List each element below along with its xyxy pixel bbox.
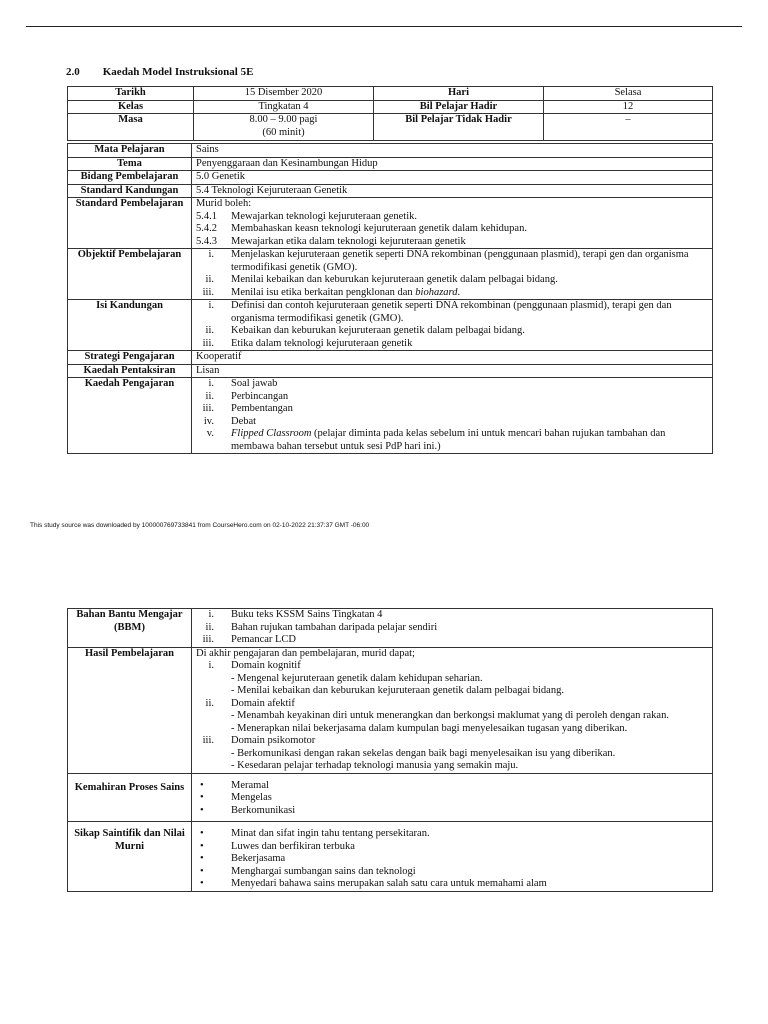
download-footer: This study source was downloaded by 100000769733841 from CourseHero.com on 02-10-2022 21:37:37 GMT -06:00 [30,522,370,529]
list-item: i. Definisi dan contoh kejuruteraan genetik seperti DNA rekombinan (penggunaan plasmid), terapi gen dan organisma termodifikasi genetik (GMO). [208,300,672,324]
pentaksiran-label: Kaedah Pentaksiran [68,364,192,378]
list-item: iii. Pembentangan [202,403,293,414]
standard-kandungan-label: Standard Kandungan [68,184,192,198]
tidak-hadir-label: Bil Pelajar Tidak Hadir [374,114,544,141]
list-item: • Bekerjasama [196,853,708,866]
list-item: - Menerapkan nilai bekerjasama dalam kumpulan bagi menyelesaikan tugasan yang diberikan. [231,722,628,734]
list-item: • Luwes dan berfikiran terbuka [196,841,708,854]
lesson-plan-table [67,143,713,454]
list-item: - Menambah keyakinan diri untuk menerangkan dan berkongsi maklumat yang di peroleh dengan rakan. [231,710,669,721]
list-item: i. Menjelaskan kejuruteraan genetik seperti DNA rekombinan (penggunaan plasmid), terapi gen dan organisma termodifikasi genetik (GMO). [208,249,689,273]
list-item: - Menilai kebaikan dan keburukan kejuruteraan genetik dalam pelbagai bidang. [231,685,564,696]
kelas-label: Kelas [68,100,194,114]
list-item: iv. Debat [203,415,257,427]
lesson-plan-table-page2 [67,608,713,892]
tidak-hadir-value: – [544,114,713,141]
list-item: - Berkomunikasi dengan rakan sekelas dengan baik bagi menyelesaikan isu yang diberikan. [231,747,616,759]
list-item: ii. Menilai kebaikan dan keburukan kejuruteraan genetik dalam pelbagai bidang. [205,274,558,285]
list-item: 5.4.2 Membahaskan keasn teknologi kejuruteraan genetik dalam kehidupan. [196,223,527,234]
hari-label: Hari [374,87,544,101]
hadir-label: Bil Pelajar Hadir [374,100,544,114]
list-item: ii. Bahan rujukan tambahan daripada pelajar sendiri [205,621,438,633]
list-item: • Minat dan sifat ingin tahu tentang persekitaran. [196,828,708,841]
list-item: • Mengelas [196,792,708,805]
pentaksiran-value: Lisan [192,364,713,378]
row-bidang [68,171,713,185]
mata-pelajaran-value: Sains [192,144,713,158]
row-sikap [68,822,713,892]
strategi-value: Kooperatif [192,351,713,365]
section-number: 2.0 [66,66,80,78]
list-item: ii. Perbincangan [205,390,289,402]
bidang-value: 5.0 Genetik [192,171,713,185]
tarikh-value: 15 Disember 2020 [194,87,374,101]
list-item: iii. Etika dalam teknologi kejuruteraan genetik [202,337,413,349]
mata-pelajaran-label: Mata Pelajaran [68,144,192,158]
list-item: - Kesedaran pelajar terhadap teknologi manusia yang semakin maju. [231,760,519,771]
standard-kandungan-value: 5.4 Teknologi Kejuruteraan Genetik [192,184,713,198]
hadir-value: 12 [544,100,713,114]
list-item: 5.4.3 Mewajarkan etika dalam teknologi kejuruteraan genetik [196,235,466,247]
list-item: • Menghargai sumbangan sains dan teknologi [196,866,708,879]
isi-label: Isi Kandungan [68,300,192,351]
standard-pembelajaran-label: Standard Pembelajaran [68,198,192,249]
row-hasil [68,647,713,773]
row-mata-pelajaran [68,144,713,158]
list-item: i. Buku teks KSSM Sains Tingkatan 4 [208,609,383,620]
list-item: i. Domain kognitif [208,660,301,671]
standard-pembelajaran-intro: Murid boleh: [196,198,252,209]
row-standard-pembelajaran [68,198,713,249]
row-isi [68,300,713,351]
row-tema [68,157,713,171]
list-item: ii. Domain afektif [205,697,295,709]
masa-time: 8.00 – 9.00 pagi [249,114,318,125]
list-item: iii. Pemancar LCD [202,634,297,645]
header-table [67,86,713,141]
list-item: ii. Kebaikan dan keburukan kejuruteraan genetik dalam pelbagai bidang. [205,325,525,336]
masa-value [194,114,374,141]
list-item: iii. Domain psikomotor [202,735,316,746]
section-title: Kaedah Model Instruksional 5E [102,66,254,78]
tema-label: Tema [68,157,192,171]
row-pentaksiran [68,364,713,378]
row-standard-kandungan [68,184,713,198]
list-item: iii. Menilai isu etika berkaitan pengklonan dan biohazard. [202,286,461,298]
list-item: v. Flipped Classroom (pelajar diminta pada kelas sebelum ini untuk mencari bahan rujukan tambahan dan membawa bahan tersebut untuk sesi PdP hari ini.) [206,428,666,452]
section-heading [66,66,253,78]
list-item: - Mengenal kejuruteraan genetik dalam kehidupan seharian. [231,672,483,684]
list-item: • Meramal [196,780,708,793]
row-objektif [68,249,713,300]
masa-duration: (60 minit) [262,126,305,138]
list-item: i. Soal jawab [208,378,278,389]
hari-value: Selasa [544,87,713,101]
kaedah-label: Kaedah Pengajaran [68,378,192,454]
row-kaedah [68,378,713,454]
kemahiran-label: Kemahiran Proses Sains [68,773,192,822]
tema-value: Penyenggaraan dan Kesinambungan Hidup [192,157,713,171]
row-kemahiran [68,773,713,822]
hasil-intro: Di akhir pengajaran dan pembelajaran, murid dapat; [196,647,415,659]
strategi-label: Strategi Pengajaran [68,351,192,365]
hasil-label: Hasil Pembelajaran [68,647,192,773]
kelas-value: Tingkatan 4 [194,100,374,114]
tarikh-label: Tarikh [68,87,194,101]
bidang-label: Bidang Pembelajaran [68,171,192,185]
objektif-label: Objektif Pembelajaran [68,249,192,300]
masa-label: Masa [68,114,194,141]
list-item: • Menyedari bahawa sains merupakan salah satu cara untuk memahami alam [196,878,708,891]
sikap-label: Sikap Saintifik dan Nilai Murni [68,822,192,892]
list-item: 5.4.1 Mewajarkan teknologi kejuruteraan genetik. [196,210,418,222]
row-strategi [68,351,713,365]
top-rule [26,26,742,27]
row-bbm [68,609,713,648]
bbm-label: Bahan Bantu Mengajar (BBM) [68,609,192,648]
list-item: • Berkomunikasi [196,805,708,818]
